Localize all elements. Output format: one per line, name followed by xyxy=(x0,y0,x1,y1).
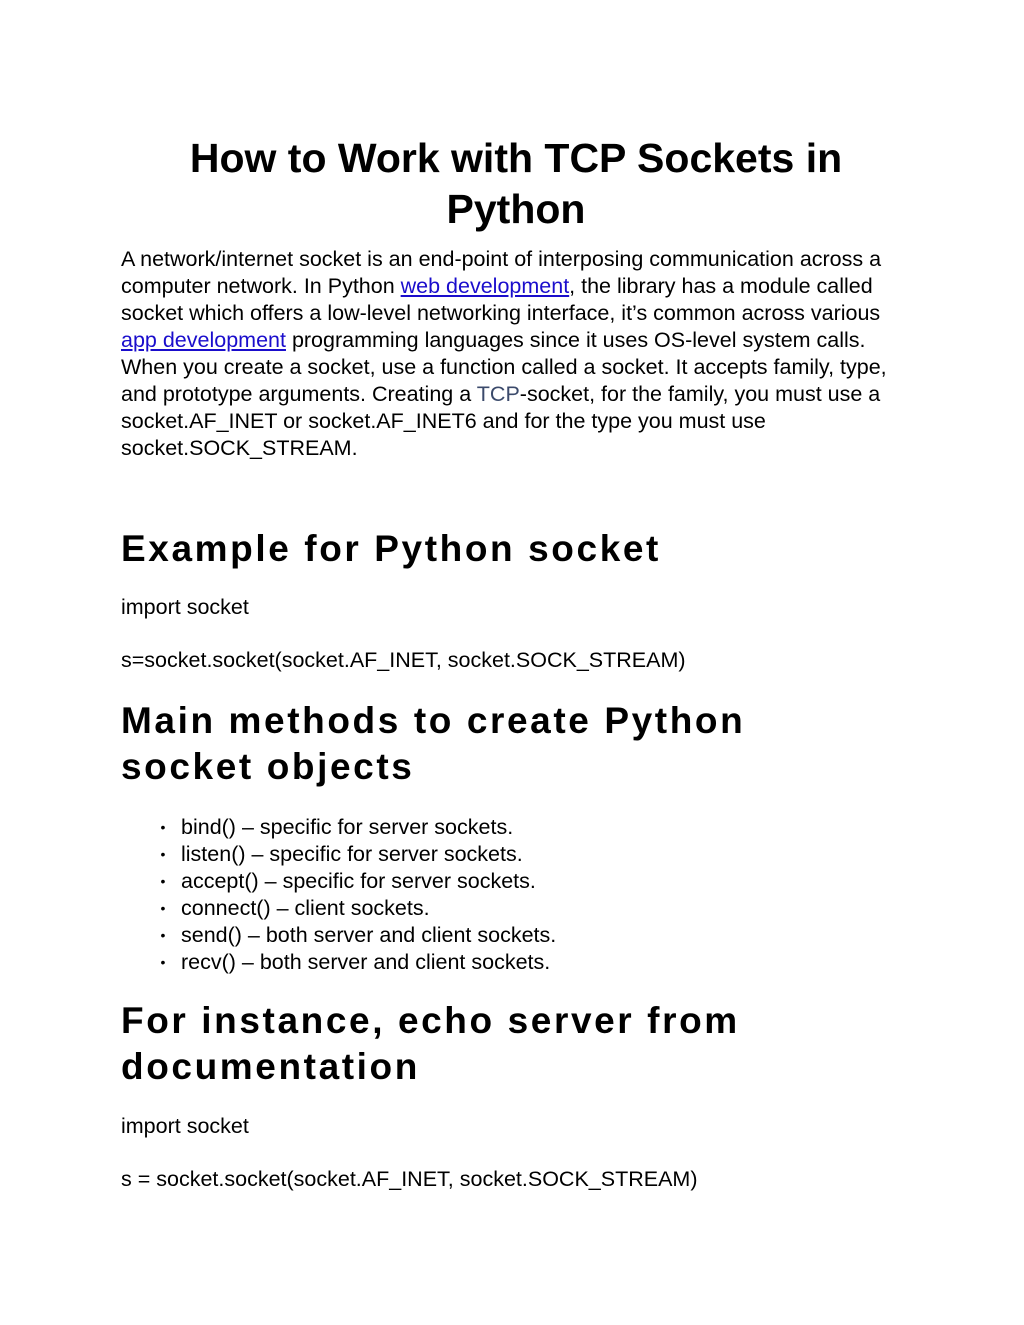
list-item xyxy=(157,814,556,841)
bullet-icon: • xyxy=(160,819,166,835)
title-line-2: Python xyxy=(446,186,586,232)
bullet-icon: • xyxy=(160,927,166,943)
code-import-socket-2: import socket xyxy=(121,1114,249,1138)
bullet-icon: • xyxy=(160,873,166,889)
list-item-text: accept() – specific for server sockets. xyxy=(181,869,536,893)
section-heading-main-methods xyxy=(121,698,911,790)
intro-text-2: , the library has a module called socket which offers a low-level networking interface, it’s common across various xyxy=(121,274,881,325)
list-item xyxy=(157,868,556,895)
list-item-text: connect() – client sockets. xyxy=(181,896,430,920)
intro-paragraph xyxy=(121,246,911,462)
intro-text-3: programming languages since it uses OS-level system calls. When you create a socket, use a function called a socket. It accepts family, type, and prototype arguments. Creating a xyxy=(121,328,887,406)
list-item xyxy=(157,841,556,868)
list-item-text: send() – both server and client sockets. xyxy=(181,923,557,947)
web-development-link[interactable]: web development xyxy=(400,274,570,298)
bullet-icon: • xyxy=(160,846,166,862)
page-title xyxy=(121,133,911,235)
code-socket-create-1: s=socket.socket(socket.AF_INET, socket.SOCK_STREAM) xyxy=(121,648,686,672)
main-methods-heading-line-1: Main methods to create Python xyxy=(121,700,746,741)
section-heading-echo-server xyxy=(121,998,911,1090)
list-item xyxy=(157,949,556,976)
intro-text-1: A network/internet socket is an end-point of interposing communication across a computer network. In Python xyxy=(121,247,882,298)
code-socket-create-2: s = socket.socket(socket.AF_INET, socket.SOCK_STREAM) xyxy=(121,1167,698,1191)
bullet-icon: • xyxy=(160,900,166,916)
echo-server-heading-line-1: For instance, echo server from xyxy=(121,1000,740,1041)
section-heading-example: Example for Python socket xyxy=(121,528,661,569)
list-item xyxy=(157,922,556,949)
bullet-icon: • xyxy=(160,954,166,970)
title-line-1: How to Work with TCP Sockets in xyxy=(189,135,843,181)
app-development-link[interactable]: app development xyxy=(121,328,286,352)
list-item xyxy=(157,895,556,922)
tcp-term: TCP xyxy=(476,382,520,406)
echo-server-heading-line-2: documentation xyxy=(121,1046,420,1087)
list-item-text: bind() – specific for server sockets. xyxy=(181,815,514,839)
methods-list xyxy=(157,814,556,976)
list-item-text: recv() – both server and client sockets. xyxy=(181,950,551,974)
main-methods-heading-line-2: socket objects xyxy=(121,746,415,787)
list-item-text: listen() – specific for server sockets. xyxy=(181,842,523,866)
intro-text-4: -socket, for the family, you must use a socket.AF_INET or socket.AF_INET6 and for the type you must use socket.SOCK_STREAM. xyxy=(121,382,881,460)
code-import-socket-1: import socket xyxy=(121,595,249,619)
